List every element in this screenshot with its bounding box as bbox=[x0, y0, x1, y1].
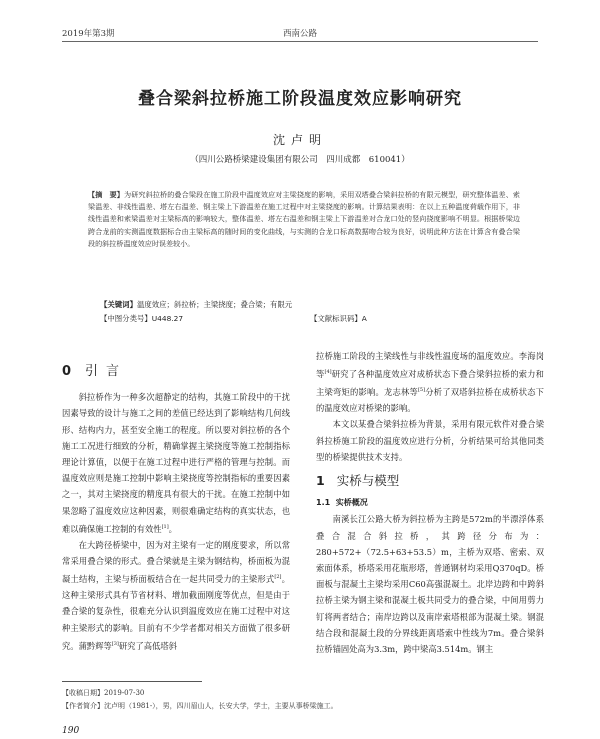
paragraph-text: 研究了各种温度效应对成桥状态下叠合梁斜拉桥的索力和主梁弯矩的影响。龙志林等 bbox=[316, 368, 544, 397]
citation: [1] bbox=[161, 523, 169, 530]
paragraph-text: 分析了双塔斜拉桥在成桥状态下的温度效应对桥梁的影响。 bbox=[316, 386, 544, 414]
clc-label: 【中图分类号】 bbox=[100, 314, 152, 323]
classification bbox=[100, 313, 520, 324]
keywords-label: 【关键词】 bbox=[100, 300, 137, 309]
paragraph bbox=[316, 348, 544, 416]
subsection-title: 实桥概况 bbox=[335, 498, 368, 508]
paragraph: 本文以某叠合梁斜拉桥为背景，采用有限元软件对叠合梁斜拉桥施工阶段的温度效应进行分析，分析结果可给其他同类型的桥梁提供技术支持。 bbox=[316, 419, 544, 462]
subsection-number: 1.1 bbox=[316, 498, 331, 508]
paragraph-text: 拉桥施工阶段的主梁线性与非线性温度场的温度效应。李海岗等 bbox=[316, 351, 544, 379]
section-heading-bridge bbox=[316, 473, 544, 489]
left-column bbox=[62, 348, 290, 654]
section-title: 引言 bbox=[85, 364, 128, 379]
received-date: 2019-07-30 bbox=[104, 689, 145, 697]
author-bio-label: 【作者简介】 bbox=[62, 702, 104, 710]
section-heading-intro bbox=[62, 364, 290, 380]
paper-title: 叠合梁斜拉桥施工阶段温度效应影响研究 bbox=[138, 89, 462, 109]
section-number: 0 bbox=[62, 364, 72, 379]
received-label: 【收稿日期】 bbox=[62, 689, 104, 697]
issue-label: 2019年第3期 bbox=[62, 29, 115, 39]
citation: [3] bbox=[111, 640, 119, 647]
citation: [4] bbox=[324, 369, 332, 376]
journal-name: 西南公路 bbox=[282, 29, 317, 39]
keywords bbox=[100, 299, 520, 310]
keywords-text: 温度效应；斜拉桥；主梁挠度；叠合梁；有限元 bbox=[136, 300, 293, 309]
abstract bbox=[88, 189, 520, 250]
header-rule bbox=[62, 41, 538, 42]
paragraph bbox=[62, 537, 290, 654]
right-column bbox=[316, 348, 544, 657]
section-title: 实桥与模型 bbox=[336, 472, 400, 488]
footnote-rule bbox=[62, 681, 202, 682]
abstract-text: 为研究斜拉桥的叠合梁段在施工阶段中温度效应对主梁挠度的影响，采用双塔叠合梁斜拉桥的有限元模型，研究整体温差、索梁温差、非线性温差、塔左右温差、钢主梁上下游温差在施工过程中对主梁挠度的影响。计算结果表明：在以上五种温度荷载作用下，非线性温差和索梁温差对主梁标高的影响较大，整体温差、塔左右温差和钢主梁上下游温差对合龙口处的竖向挠度影响不明显。根据桥梁边跨合龙前的实测温度数据标合由主梁标高的随时间的变化曲线，与实测的合龙口标高数据吻合较为良好，说明此种方法在计算含有叠合梁段的斜拉桥温度效应时误差较小。 bbox=[88, 190, 521, 248]
citation: [2] bbox=[274, 574, 282, 581]
paragraph: 南溪长江公路大桥为斜拉桥为主跨是572m的半漂浮体系叠合混合斜拉桥，其跨径分布为：280+572+（72.5+63+53.5）m，主桥为双塔、密索、双索面体系，桥塔采用花瓶形塔，普通钢材均采用Q370qD。桥面板与混凝土主梁均采用C60高强混凝土。北岸边跨和中跨斜拉桥主梁为钢主梁和混凝土板共同受力的叠合梁，中间用剪力钉将两者结合；南岸边跨以及南岸索塔根部为混凝土梁。钢混结合段和混凝土段的分界线距离塔索中性线为7m。叠合梁斜拉桥锚固处高为3.3m，跨中梁高3.514m。钢主 bbox=[316, 514, 544, 654]
citation: [5] bbox=[417, 387, 426, 394]
paragraph: 斜拉桥作为一种多次超静定的结构，其施工阶段中的干扰因素导致的设计与施工之间的差值已经达到了影响结构几何线形、结构内力，甚至安全施工的程度。所以要对斜拉桥的各个施工工况进行细致的分析，精确掌握主梁挠度等施工控制指标理论计算值，以便于在施工过程中进行严格的管理与控制。而温度效应则是施工控制中影响主梁挠度等控制指标的重要因素之一，其对主梁挠度的精度具有很大的干扰。在施工控制中如果忽略了温度效应这种因素，则很难确定结构的真实状态，也难以确保施工控制的有效性[1]。 bbox=[62, 392, 290, 534]
doc-code-label: 【文献标识码】 bbox=[310, 314, 362, 323]
author-name: 沈卢明 bbox=[272, 133, 327, 147]
page-number: 190 bbox=[62, 726, 80, 736]
abstract-label: 【摘 要】 bbox=[88, 190, 125, 199]
footnote-received bbox=[62, 688, 144, 698]
subsection-heading bbox=[316, 495, 544, 511]
author-bio: 沈卢明（1981-），男，四川眉山人，长安大学，学士，主要从事桥梁施工。 bbox=[104, 702, 338, 710]
affiliation: （四川公路桥梁建设集团有限公司 四川成都 610041） bbox=[190, 155, 410, 165]
paragraph-text: 在大跨径桥梁中，因为对主梁有一定的刚度要求，所以常常采用叠合梁的形式。叠合梁就是主梁为钢结构，桥面板为混凝土结构，主梁与桥面板结合在一起共同受力的主梁形式 bbox=[62, 539, 290, 584]
clc-value: U448.27 bbox=[151, 314, 184, 323]
paragraph-text: 。这种主梁形式具有节省材料、增加截面刚度等优点，但是由于叠合梁的复杂性，很难充分认识到温度效应在施工过程中对这种主梁形式的影响。目前有不少学者都对相关方面做了很多研究。蒲黔辉等 bbox=[62, 573, 290, 651]
section-number: 1 bbox=[316, 472, 325, 488]
paragraph-text: 研究了高低塔斜 bbox=[118, 640, 177, 651]
footnote-author bbox=[62, 701, 338, 711]
paragraph-text: 斜拉桥作为一种多次超静定的结构，其施工阶段中的干扰因素导致的设计与施工之间的差值已经达到了影响结构几何线形、结构内力，甚至安全施工的程度。所以要对斜拉桥的各个施工工况进行细致的分析，精确掌握主梁挠度等施工控制指标理论计算值，以便于在施工过程中进行严格的管理与控制。而温度效应则是施工控制中影响主梁挠度等控制指标的重要因素之一，其对主梁挠度的精度具有很大的干扰。在施工控制中如果忽略了温度效应这种因素，则很难确定结构的真实状态，也难以确保施工控制的有效性 bbox=[62, 392, 290, 534]
doc-code-value: A bbox=[361, 314, 367, 323]
